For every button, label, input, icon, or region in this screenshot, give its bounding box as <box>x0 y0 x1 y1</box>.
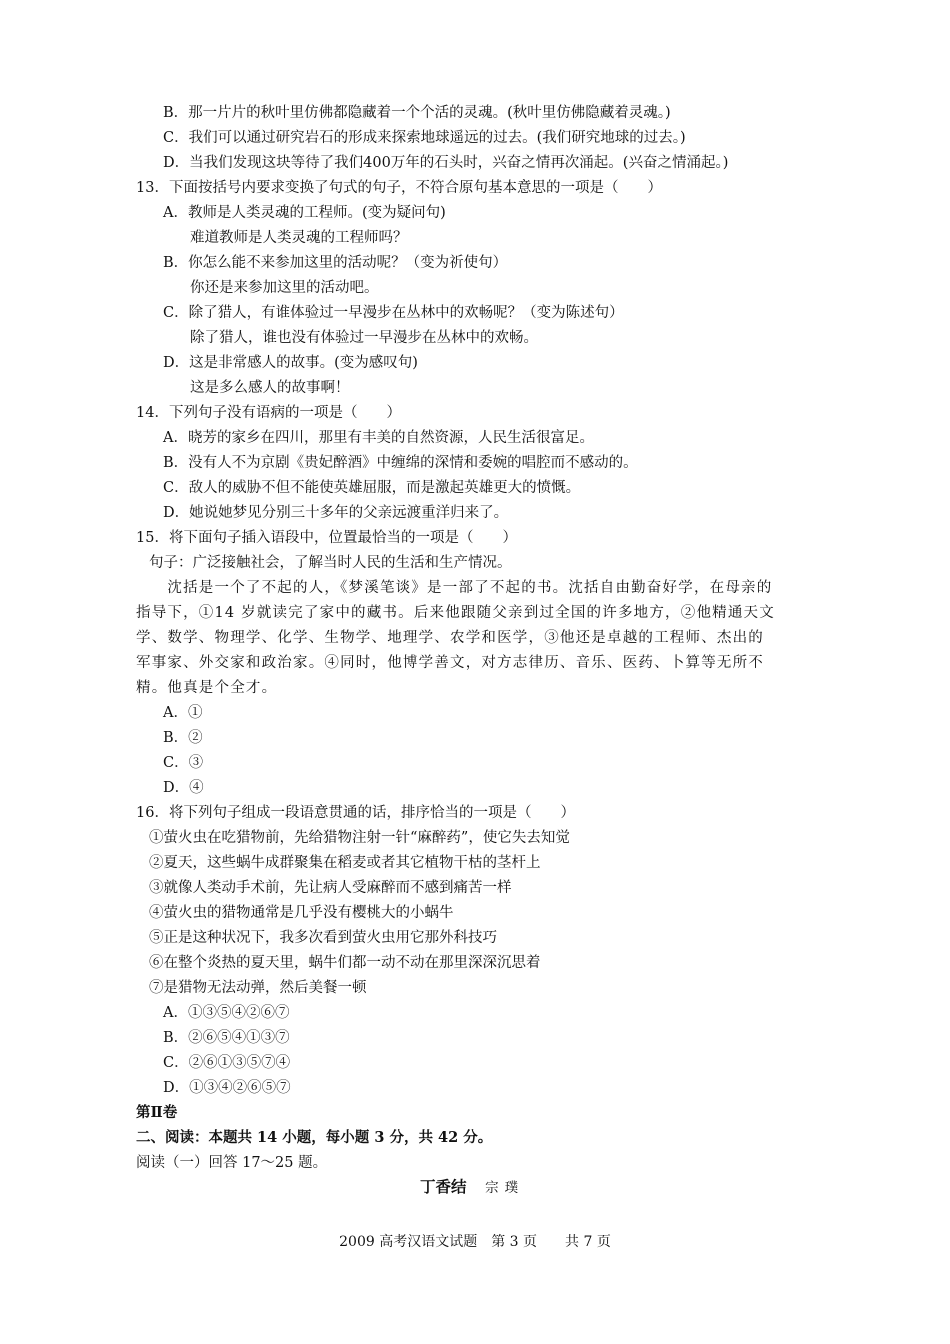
q13-option-d: D．这是非常感人的故事。(变为感叹句) <box>163 355 418 371</box>
q15-paragraph-line: 指导下，①14 岁就读完了家中的藏书。后来他跟随父亲到过全国的许多地方，②他精通天文 <box>136 605 775 621</box>
q15-option-b: B．② <box>163 730 203 746</box>
question-16: 16．将下列句子组成一段语意贯通的话，排序恰当的一项是（ ） <box>136 805 575 821</box>
q15-option-c: C．③ <box>163 755 204 771</box>
q13-option-a: A．教师是人类灵魂的工程师。(变为疑问句) <box>163 205 446 221</box>
q13-option-d-result: 这是多么感人的故事啊！ <box>190 380 350 396</box>
q15-option-a: A．① <box>163 705 203 721</box>
article-heading <box>420 1177 524 1198</box>
q13-option-b-result: 你还是来参加这里的活动吧。 <box>190 280 379 296</box>
q16-sentence-5: ⑤正是这种状况下，我多次看到萤火虫用它那外科技巧 <box>149 930 497 946</box>
q16-option-d: D．①③④②⑥⑤⑦ <box>163 1080 291 1096</box>
q15-option-d: D．④ <box>163 780 204 796</box>
q14-option-b: B．没有人不为京剧《贵妃醉酒》中缠绵的深情和委婉的唱腔而不感动的。 <box>163 455 638 471</box>
q14-option-c: C．敌人的威胁不但不能使英雄屈服，而是激起英雄更大的愤慨。 <box>163 480 581 496</box>
q15-paragraph-line: 学、数学、物理学、化学、生物学、地理学、农学和医学，③他还是卓越的工程师、杰出的 <box>136 630 764 646</box>
article-title: 丁香结 <box>420 1177 467 1196</box>
q16-sentence-4: ④萤火虫的猎物通常是几乎没有樱桃大的小蜗牛 <box>149 905 454 921</box>
q14-option-d: D．她说她梦见分别三十多年的父亲远渡重洋归来了。 <box>163 505 509 521</box>
q15-sentence: 句子：广泛接触社会，了解当时人民的生活和生产情况。 <box>149 555 512 571</box>
q12-option-d: D．当我们发现这块等待了我们400万年的石头时，兴奋之情再次涌起。(兴奋之情涌起。) <box>163 155 729 171</box>
q13-option-b: B．你怎么能不来参加这里的活动呢？（变为祈使句） <box>163 255 508 271</box>
q13-option-c: C．除了猎人，有谁体验过一早漫步在丛林中的欢畅呢？（变为陈述句） <box>163 305 624 321</box>
q16-option-b: B．②⑥⑤④①③⑦ <box>163 1030 290 1046</box>
page-footer: 2009 高考汉语文试题 第 3 页 共 7 页 <box>339 1234 611 1250</box>
q16-sentence-6: ⑥在整个炎热的夏天里，蜗牛们都一动不动在那里深深沉思着 <box>149 955 541 971</box>
question-14: 14．下列句子没有语病的一项是（ ） <box>136 405 401 421</box>
q12-option-c: C．我们可以通过研究岩石的形成来探索地球遥远的过去。(我们研究地球的过去。) <box>163 130 686 146</box>
q16-sentence-7: ⑦是猎物无法动弹，然后美餐一顿 <box>149 980 367 996</box>
section-2-heading: 第Ⅱ卷 <box>136 1104 178 1121</box>
q15-paragraph-line: 沈括是一个了不起的人，《梦溪笔谈》是一部了不起的书。沈括自由勤奋好学，在母亲的 <box>136 580 773 596</box>
q16-option-c: C．②⑥①③⑤⑦④ <box>163 1055 291 1071</box>
q16-sentence-3: ③就像人类动手术前，先让病人受麻醉而不感到痛苦一样 <box>149 880 512 896</box>
q15-paragraph-line: 精。他真是个全才。 <box>136 680 278 696</box>
q16-sentence-2: ②夏天，这些蜗牛成群聚集在稻麦或者其它植物干枯的茎杆上 <box>149 855 541 871</box>
q12-option-b: B．那一片片的秋叶里仿佛都隐藏着一个个活的灵魂。(秋叶里仿佛隐藏着灵魂。) <box>163 105 671 121</box>
article-author: 宗璞 <box>485 1180 525 1196</box>
q16-sentence-1: ①萤火虫在吃猎物前，先给猎物注射一针“麻醉药”，使它失去知觉 <box>149 830 570 846</box>
q14-option-a: A．晓芳的家乡在四川，那里有丰美的自然资源，人民生活很富足。 <box>163 430 594 446</box>
question-15: 15．将下面句子插入语段中，位置最恰当的一项是（ ） <box>136 530 517 546</box>
reading-one-instruction: 阅读（一）回答 17～25 题。 <box>136 1155 328 1171</box>
q15-paragraph-line: 军事家、外交家和政治家。④同时，他博学善文，对方志律历、音乐、医药、卜算等无所不 <box>136 655 764 671</box>
q13-option-c-result: 除了猎人，谁也没有体验过一早漫步在丛林中的欢畅。 <box>190 330 538 346</box>
q13-option-a-result: 难道教师是人类灵魂的工程师吗？ <box>190 230 408 246</box>
q16-option-a: A．①③⑤④②⑥⑦ <box>163 1005 290 1021</box>
reading-section-instruction: 二、阅读：本题共 14 小题，每小题 3 分，共 42 分。 <box>136 1129 493 1146</box>
question-13: 13．下面按括号内要求变换了句式的句子，不符合原句基本意思的一项是（ ） <box>136 180 662 196</box>
